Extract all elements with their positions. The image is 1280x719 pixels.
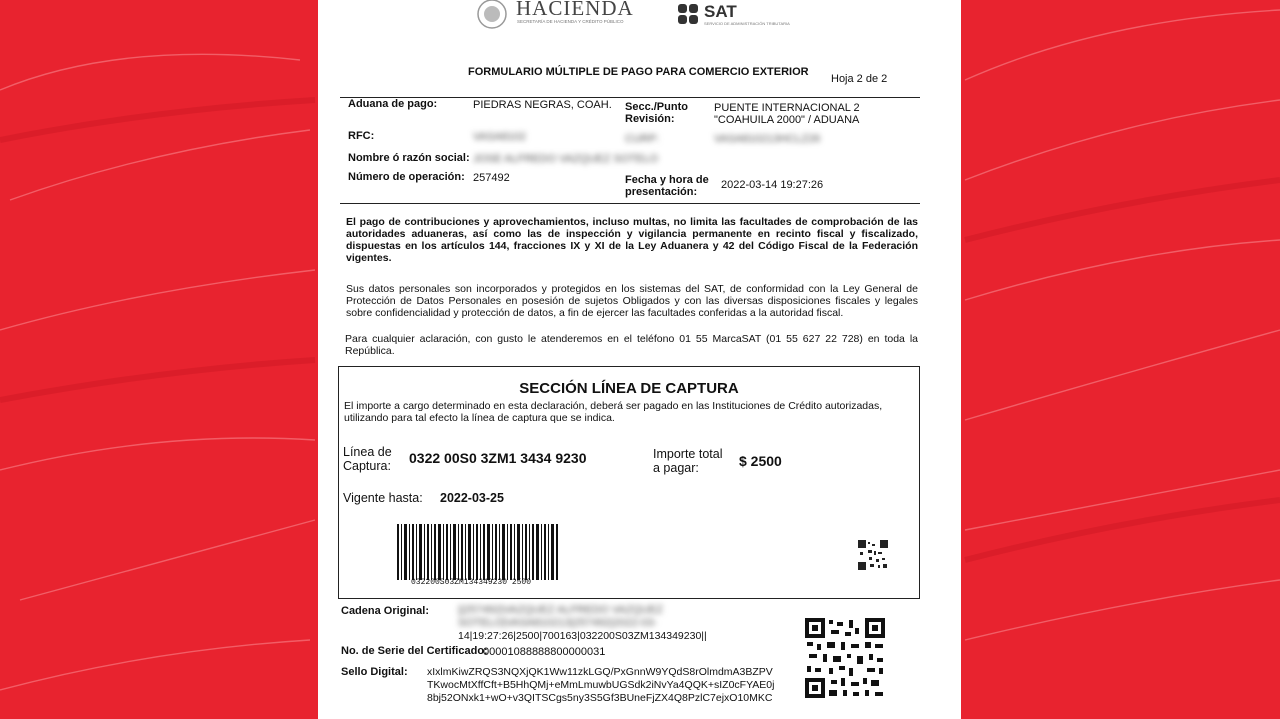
cadena-label: Cadena Original: (341, 605, 430, 617)
aduana-value: PIEDRAS NEGRAS, COAH. (473, 99, 612, 111)
fecha-label-1: Fecha y hora de (625, 174, 709, 186)
sat-subtitle: SERVICIO DE ADMINISTRACIÓN TRIBUTARIA (704, 21, 790, 26)
importe-label-1: Importe total (653, 447, 723, 461)
nombre-value: JOSE ALFREDO VAZQUEZ SOTELO (473, 153, 659, 165)
rfc-label: RFC: (348, 130, 375, 142)
operacion-label: Número de operación: (348, 171, 465, 183)
fields-divider (340, 203, 920, 204)
curp-label: CURP: (625, 133, 660, 145)
small-qr-code-icon (858, 540, 888, 570)
linea-label-1: Línea de (343, 445, 392, 459)
barcode-icon (397, 524, 559, 580)
page-indicator: Hoja 2 de 2 (831, 73, 888, 85)
linea-captura-section (338, 366, 920, 599)
sat-logo-icon (677, 3, 701, 25)
hacienda-logo-text: HACIENDA (516, 0, 634, 20)
form-title: FORMULARIO MÚLTIPLE DE PAGO PARA COMERCIO EXTERIOR (468, 66, 809, 78)
fecha-label-2: presentación: (625, 186, 698, 198)
hacienda-seal-icon (474, 0, 510, 32)
secc-value-1: PUENTE INTERNACIONAL 2 (714, 102, 860, 114)
serie-value: 00001088888800000031 (483, 646, 606, 658)
importe-label-2: a pagar: (653, 461, 699, 475)
secc-label-2: Revisión: (625, 113, 675, 125)
cadena-line-1: ||257492|VAZQUEZ ALFREDO VAZQUEZ (458, 604, 664, 616)
barcode-text: 032200S03ZM134349230 2500 (411, 578, 532, 587)
payment-form-document (318, 0, 961, 719)
operacion-value: 257492 (473, 172, 510, 184)
hacienda-subtitle: SECRETARÍA DE HACIENDA Y CRÉDITO PÚBLICO (517, 19, 624, 24)
sat-logo-text: SAT (704, 2, 737, 21)
contact-notice: Para cualquier aclaración, con gusto le atenderemos en el teléfono 01 55 MarcaSAT (01 55 627 22 728) en toda la República. (345, 333, 918, 357)
privacy-notice: Sus datos personales son incorporados y protegidos en los sistemas del SAT, de conformidad con la Ley General de Protección de Datos Personales en posesión de sujetos Obligados y con las diversas disposiciones fiscales y legales sobre confidencialidad y protección de datos, a fin de ejercer las facultades conferidas a la autoridad fiscal. (346, 283, 918, 319)
sello-line-3: 8bj52ONxk1+wO+v3QITSCgs5ny3S5Gf3BUneFjZX4Q8PzlC7ejxO10MKC (427, 692, 773, 704)
sello-label: Sello Digital: (341, 666, 408, 678)
captura-intro: El importe a cargo determinado en esta declaración, deberá ser pagado en las Instituciones de Crédito autorizadas, utilizando para tal efecto la línea de captura que se indica. (344, 400, 883, 424)
sello-line-1: xIxlmKiwZRQS3NQXjQK1Ww11zkLGQ/PxGnnW9YQdS8rOlmdmA3BZPV (427, 666, 773, 678)
cadena-line-3: 14|19:27:26|2500|700163|032200S03ZM134349230|| (458, 630, 707, 642)
linea-label-2: Captura: (343, 459, 391, 473)
fecha-value: 2022-03-14 19:27:26 (721, 179, 824, 191)
rfc-value: VASA8102 (473, 131, 527, 143)
sello-line-2: TKwocMtXffCft+B5HhQMj+eMmLmuwbUGSdk2iNvYa4QQK+sIZ0cFYAE0j (427, 679, 775, 691)
captura-title: SECCIÓN LÍNEA DE CAPTURA (519, 380, 739, 397)
serie-label: No. de Serie del Certificado: (341, 645, 488, 657)
legal-notice: El pago de contribuciones y aprovechamientos, incluso multas, no limita las facultades de comprobación de las autoridades aduaneras, así como las de inspección y vigilancia permanente en recinto fiscal y fiscalizado, dispuestas en los artículos 144, fracciones IX y XI de la Ley Aduanera y 42 del Código Fiscal de la Federación vigentes. (346, 216, 918, 264)
importe-value: $ 2500 (739, 453, 782, 469)
linea-captura-value: 0322 00S0 3ZM1 3434 9230 (409, 450, 587, 466)
vigente-label: Vigente hasta: (343, 491, 423, 505)
cadena-line-2: SOTELO|VASA810213|257492|2022-03- (458, 617, 658, 629)
secc-label-1: Secc./Punto (625, 101, 688, 113)
vigente-value: 2022-03-25 (440, 491, 504, 505)
secc-value-2: "COAHUILA 2000" / ADUANA (714, 114, 860, 126)
nombre-label: Nombre ó razón social: (348, 152, 470, 164)
curp-value: VASA810213HCLZ26 (714, 133, 821, 145)
aduana-label: Aduana de pago: (348, 98, 438, 110)
large-qr-code-icon (805, 618, 885, 698)
